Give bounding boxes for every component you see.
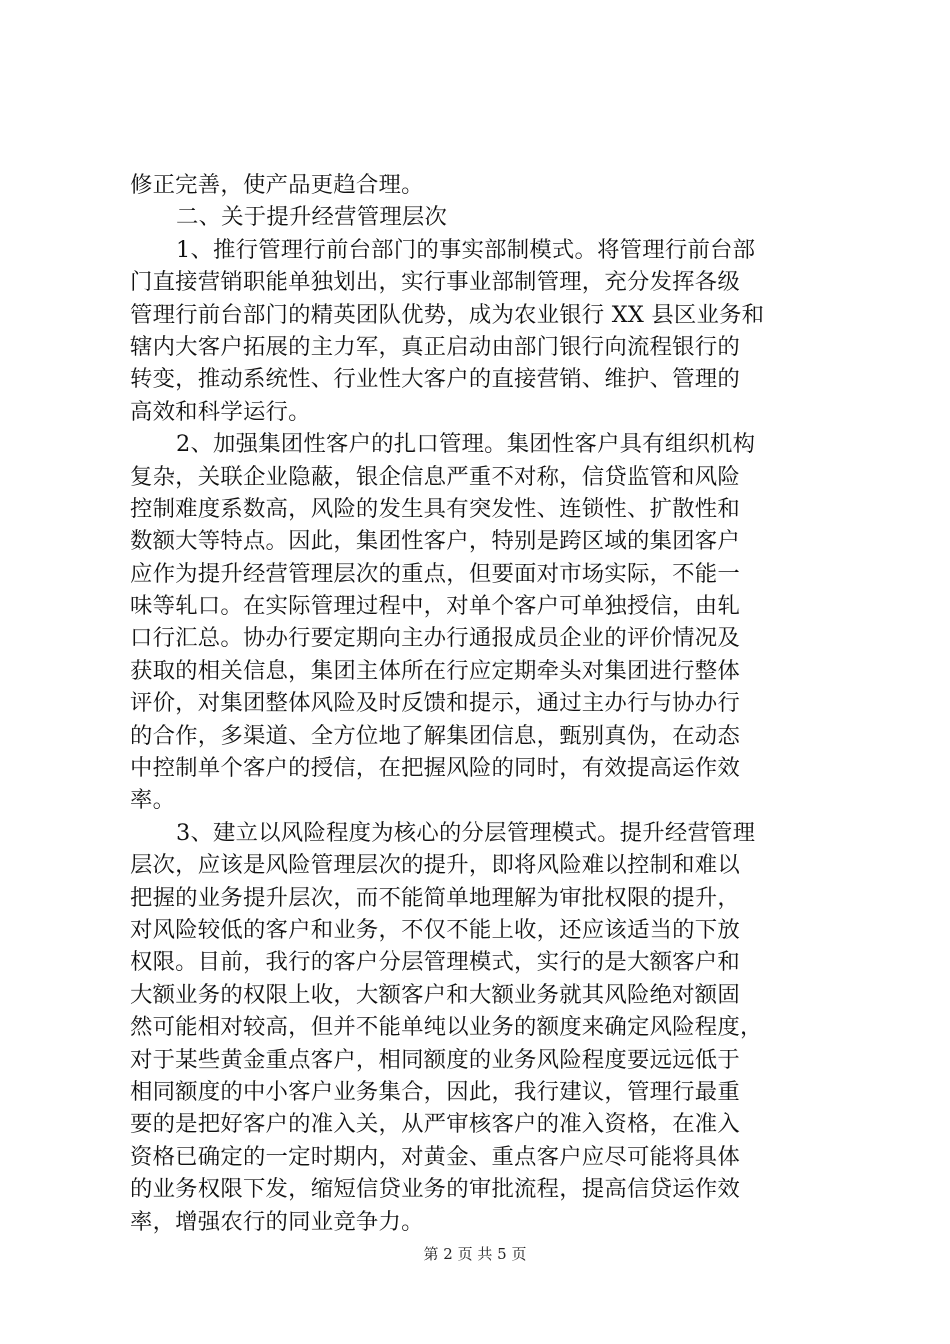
page-footer: 第 2 页 共 5 页 [423,1245,527,1263]
text-line: 率。 [130,787,176,814]
text-line: 大额业务的权限上收，大额客户和大额业务就其风险绝对额固 [130,981,740,1008]
paragraph-first-line: 1、推行管理行前台部门的事实部制模式。将管理行前台部 [176,236,756,263]
text-line: 权限。目前，我行的客户分层管理模式，实行的是大额客户和 [130,949,740,976]
text-line: 修正完善，使产品更趋合理。 [130,172,424,198]
text-line: 资格已确定的一定时期内，对黄金、重点客户应尽可能将具体 [130,1143,740,1170]
paragraph-first-line: 3、建立以风险程度为核心的分层管理模式。提升经营管理 [176,819,756,846]
paragraph-first-line: 2、加强集团性客户的扎口管理。集团性客户具有组织机构 [176,431,756,458]
text-line: 门直接营销职能单独划出，实行事业部制管理，充分发挥各级 [130,269,740,296]
paragraph-first-line: 二、关于提升经营管理层次 [176,204,448,231]
text-line: 转变，推动系统性、行业性大客户的直接营销、维护、管理的 [130,366,740,393]
text-line: 高效和科学运行。 [130,398,311,425]
text-line: 对于某些黄金重点客户，相同额度的业务风险程度要远远低于 [130,1046,740,1073]
text-line: 的合作，多渠道、全方位地了解集团信息，甄别真伪，在动态 [130,722,740,749]
text-line: 把握的业务提升层次，而不能简单地理解为审批权限的提升， [130,884,740,911]
text-line: 的业务权限下发，缩短信贷业务的审批流程，提高信贷运作效 [130,1176,740,1203]
text-line: 层次，应该是风险管理层次的提升，即将风险难以控制和难以 [130,852,740,879]
text-line: 然可能相对较高，但并不能单纯以业务的额度来确定风险程度， [130,1014,763,1041]
text-line: 味等轧口。在实际管理过程中，对单个客户可单独授信，由轧 [130,593,740,620]
text-line: 应作为提升经营管理层次的重点，但要面对市场实际，不能一 [130,560,740,587]
text-line: 复杂，关联企业隐蔽，银企信息严重不对称，信贷监管和风险 [130,463,740,490]
text-line: 要的是把好客户的准入关，从严审核客户的准入资格，在准入 [130,1111,740,1138]
text-line: 中控制单个客户的授信，在把握风险的同时，有效提高运作效 [130,755,740,782]
text-line: 评价，对集团整体风险及时反馈和提示，通过主办行与协办行 [130,690,740,717]
text-line: 辖内大客户拓展的主力军，真正启动由部门银行向流程银行的 [130,333,740,360]
text-line: 控制难度系数高，风险的发生具有突发性、连锁性、扩散性和 [130,495,740,522]
text-line: 对风险较低的客户和业务，不仅不能上收，还应该适当的下放 [130,916,740,943]
text-line: 获取的相关信息，集团主体所在行应定期牵头对集团进行整体 [130,657,740,684]
text-line: 数额大等特点。因此，集团性客户，特别是跨区域的集团客户 [130,528,740,555]
document-body [130,169,820,1238]
text-line: 率，增强农行的同业竞争力。 [130,1208,424,1235]
text-line: 管理行前台部门的精英团队优势，成为农业银行 XX 县区业务和 [130,301,765,328]
text-line: 相同额度的中小客户业务集合，因此，我行建议，管理行最重 [130,1078,740,1105]
text-line: 口行汇总。协办行要定期向主办行通报成员企业的评价情况及 [130,625,740,652]
